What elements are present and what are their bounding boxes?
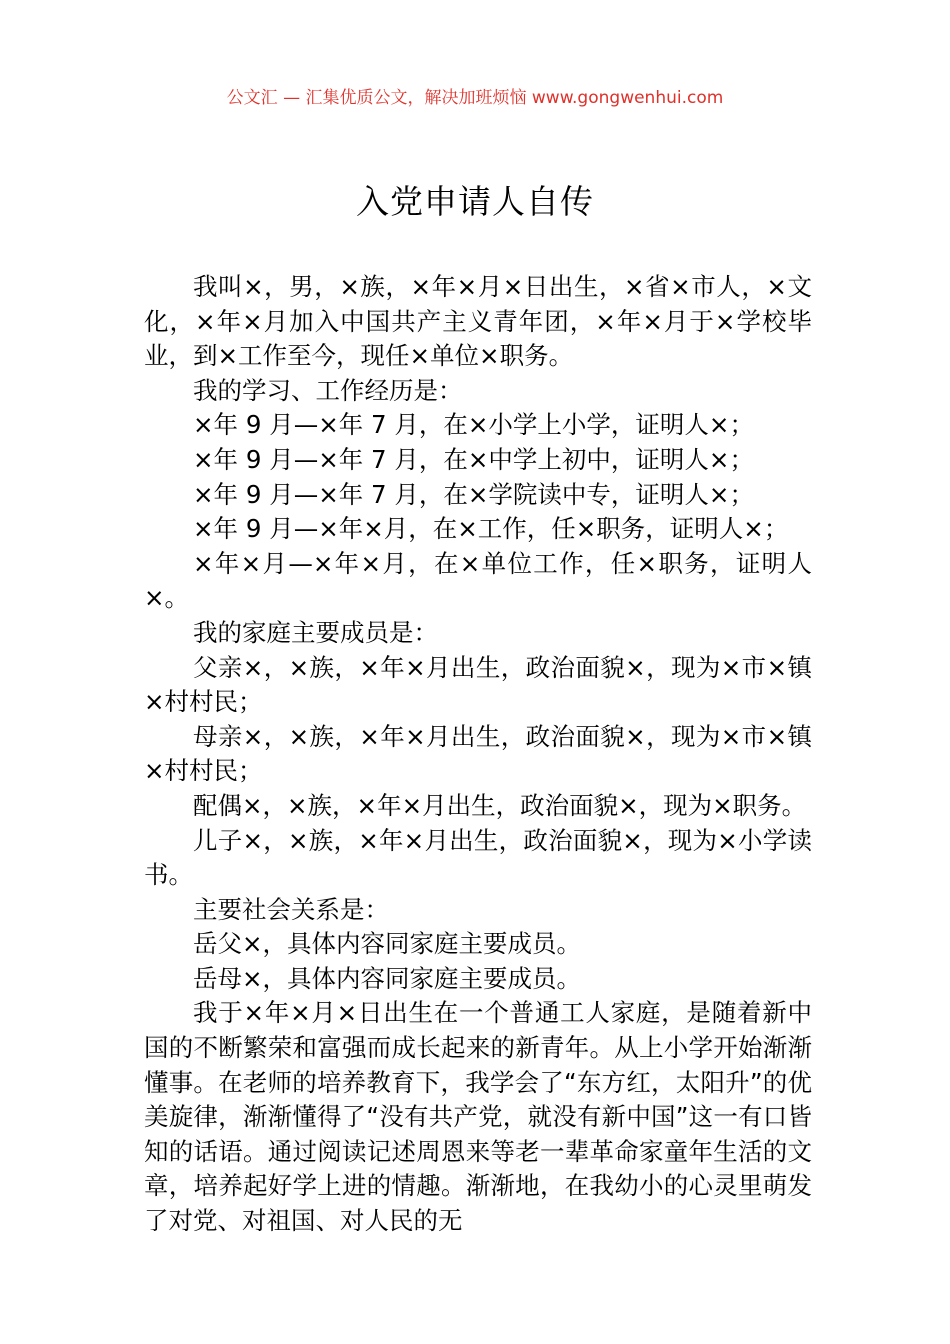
paragraph-family-member: 配偶×，×族，×年×月出生，政治面貌×，现为×职务。 (193, 790, 807, 820)
paragraph-narrative: 我于×年×月×日出生在一个普通工人家庭，是随着新中国的不断繁荣和富强而成长起来的新青年。从上小学开始渐渐懂事。在老师的培养教育下，我学会了“东方红，太阳升”的优美旋律，渐渐懂得了“没有共产党，就没有新中国”这一有口皆知的话语。通过阅读记述周恩来等老一辈革命家童年生活的文章，培养起好学上进的情趣。渐渐地，在我幼小的心灵里萌发了对党、对祖国、对人民的无 (144, 998, 812, 1236)
document-title: 入党申请人自传 (356, 182, 594, 221)
paragraph-relation: 岳父×，具体内容同家庭主要成员。 (193, 929, 582, 959)
paragraph-history-item: ×年 9 月—×年 7 月，在×中学上初中，证明人×； (193, 444, 754, 474)
paragraph-history-heading: 我的学习、工作经历是： (193, 375, 463, 405)
paragraph-history-item: ×年 9 月—×年×月，在×工作，任×职务，证明人×； (193, 514, 789, 544)
paragraph-history-item: ×年 9 月—×年 7 月，在×学院读中专，证明人×； (193, 479, 754, 509)
paragraph-family-member: 儿子×，×族，×年×月出生，政治面貌×，现为×小学读书。 (144, 825, 812, 890)
document-body (144, 270, 812, 1239)
paragraph-family-member: 母亲×，×族，×年×月出生，政治面貌×，现为×市×镇×村村民； (144, 721, 812, 786)
paragraph-relation: 岳母×，具体内容同家庭主要成员。 (193, 963, 582, 993)
paragraph-relations-heading: 主要社会关系是： (193, 894, 389, 924)
paragraph-history-item: ×年 9 月—×年 7 月，在×小学上小学，证明人×； (193, 410, 754, 440)
paragraph-family-heading: 我的家庭主要成员是： (193, 617, 438, 647)
site-banner: 公文汇 — 汇集优质公文，解决加班烦恼 www.gongwenhui.com (226, 88, 724, 108)
paragraph-family-member: 父亲×，×族，×年×月出生，政治面貌×，现为×市×镇×村村民； (144, 652, 812, 717)
paragraph-intro: 我叫×，男，×族，×年×月×日出生，×省×市人，×文化，×年×月加入中国共产主义青年团，×年×月于×学校毕业，到×工作至今，现任×单位×职务。 (144, 272, 812, 371)
paragraph-history-item: ×年×月—×年×月，在×单位工作，任×职务，证明人×。 (144, 548, 812, 613)
